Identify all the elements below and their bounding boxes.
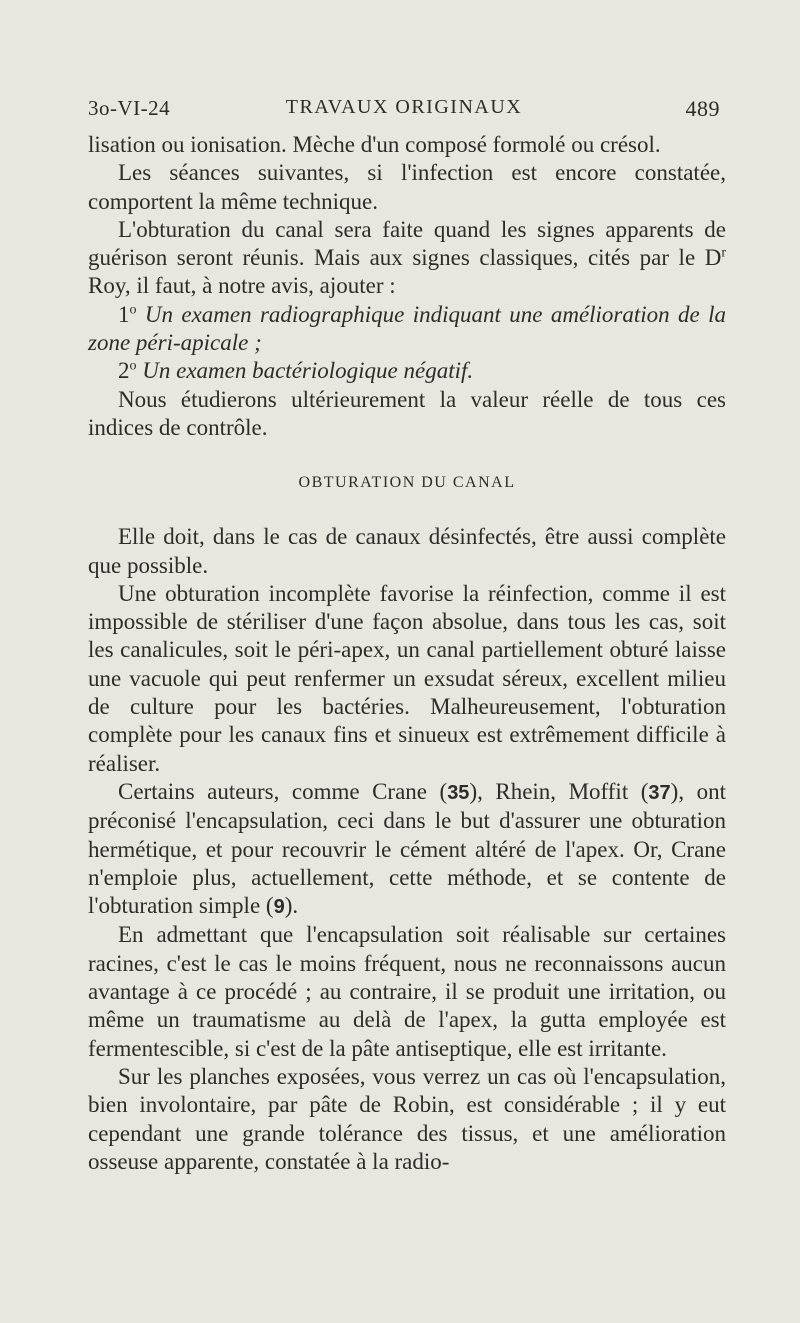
paragraph-3-text-b: Roy, il faut, à notre avis, ajouter : <box>88 273 396 299</box>
list-item-2-text: Un examen bactériologique négatif. <box>142 358 474 384</box>
list-item-1-text: Un examen radiographique indiquant une amélioration de la zone péri-apicale ; <box>88 301 727 356</box>
page-body <box>88 131 726 1176</box>
list-item-1-number: 1 <box>118 301 130 327</box>
section-heading: OBTURATION DU CANAL <box>298 474 516 492</box>
list-item-1 <box>88 301 726 358</box>
list-item-2 <box>88 357 726 385</box>
paragraph-4: Nous étudierons ultérieurement la valeur réelle de tous ces indices de contrôle. <box>88 386 726 440</box>
paragraph-3-text-a: L'obturation du canal sera faite quand les signes apparents de guérison seront réunis. Mais aux signes classiques, cités par le D <box>88 216 726 271</box>
paragraph-7-text-d: ). <box>284 893 299 919</box>
paragraph-9: Sur les planches exposées, vous verrez un cas où l'encapsulation, bien involontaire, par pâte de Robin, est considérable ; il y eut cependant une grande tolérance des tissus, et une amélioration osseuse apparente, constatée à la radio- <box>88 1063 726 1174</box>
paragraph-6: Une obturation incomplète favorise la réinfection, comme il est impossible de stériliser d'une façon absolue, dans tous les cas, soit les canalicules, soit le péri-apex, un canal partiellement obturé laisse une vacuole qui peut renfermer un exsudat séreux, excellent milieu de culture pour les bactéries. Malheureusement, l'obturation complète pour les canaux fins et sinueux est extrêmement difficile à réaliser. <box>88 580 726 776</box>
running-header <box>88 96 720 126</box>
paragraph-5: Elle doit, dans le cas de canaux désinfectés, être aussi complète que possible. <box>88 524 726 578</box>
paragraph-7-text-c: ), ont préconisé l'encapsulation, ceci dans le but d'assurer une obturation hermétique, et pour recouvrir le cément altéré de l'apex. Or, Crane n'emploie plus, actuellement, cette méthode, et se contente de l'obturation simple ( <box>88 778 726 919</box>
paragraph-2: Les séances suivantes, si l'infection est encore constatée, comportent la même technique. <box>88 160 726 214</box>
page-number: 489 <box>685 96 720 121</box>
doctor-superscript: r <box>721 245 726 261</box>
reference-35: 35 <box>447 781 470 804</box>
reference-9: 9 <box>273 896 285 919</box>
paragraph-3 <box>88 216 726 301</box>
list-item-1-ordinal: o <box>129 302 137 318</box>
header-date: 3o-VI-24 <box>88 96 171 120</box>
paragraph-8: En admettant que l'encapsulation soit réalisable sur certaines racines, c'est le cas le moins fréquent, nous ne reconnaissons aucun avantage à ce procédé ; au contraire, il se produit une irritation, ou même un traumatisme au delà de l'apex, la gutta employée est fermentescible, si c'est de la pâte antiseptique, elle est irritante. <box>88 922 726 1061</box>
paragraph-1: lisation ou ionisation. Mèche d'un composé formolé ou crésol. <box>88 132 661 157</box>
paragraph-7-text-a: Certains auteurs, comme Crane ( <box>118 778 448 804</box>
reference-37: 37 <box>648 781 671 804</box>
paragraph-7 <box>88 778 726 921</box>
header-running-title: TRAVAUX ORIGINAUX <box>285 96 523 118</box>
list-item-2-ordinal: o <box>129 358 137 374</box>
paragraph-7-text-b: ), Rhein, Moffit ( <box>469 778 649 804</box>
list-item-2-number: 2 <box>118 358 130 384</box>
